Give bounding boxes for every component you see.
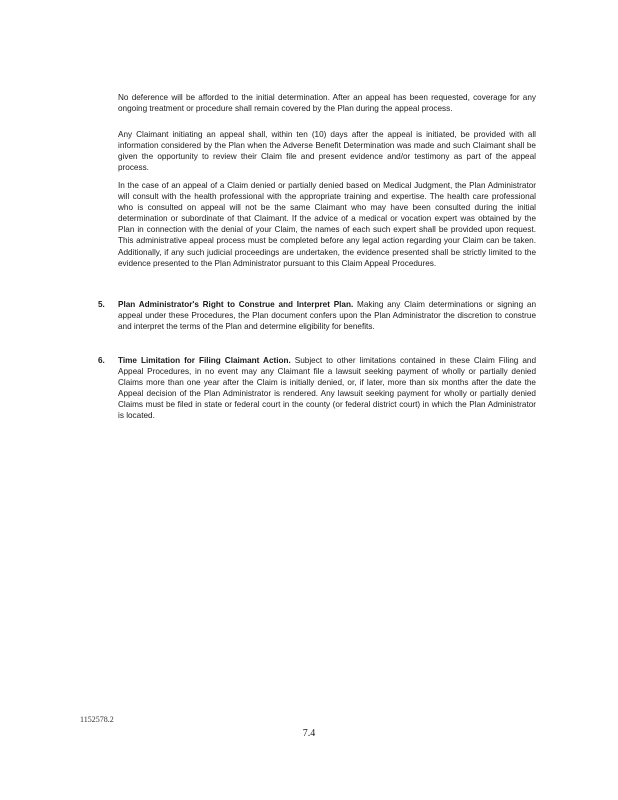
paragraph-medical-judgment: In the case of an appeal of a Claim denied or partially denied based on Medical Judgment, the Plan Administrator will consult with the health professional with the appropriate training and expertise. The health care professional who is consulted on appeal will not be the same Claimant who may have been consulted during the initial determination or subordinate of that Claimant. If the advice of a medical or vocation expert was obtained by the Plan in connection with the denial of your Claim, the names of each such expert shall be provided upon request. This administrative appeal process must be completed before any legal action regarding your Claim can be taken. Additionally, if any such judicial proceedings are undertaken, the evidence presented shall be strictly limited to the evidence presented to the Plan Administrator pursuant to this Claim Appeal Procedures. (118, 181, 536, 268)
item-heading: Plan Administrator's Right to Construe and Interpret Plan. (118, 300, 357, 309)
section-item-6 (98, 355, 536, 422)
item-text: Subject to other limitations contained in these Claim Filing and Appeal Procedures, in no event may any Claimant file a lawsuit seeking payment of wholly or partially denied Claims more than one year after the Claim is initially denied, or, if later, more than six months after the date the Appeal decision of the Plan Administrator is rendered. Any lawsuit seeking payment for wholly or partially denied Claims must be filed in state or federal court in the county (or federal district court) in which the Plan Administrator is located. (118, 356, 536, 421)
item-number: 5. (98, 300, 105, 309)
document-id: 1152578.2 (80, 715, 114, 724)
paragraph-no-deference: No deference will be afforded to the initial determination. After an appeal has been requested, coverage for any ongoing treatment or procedure shall remain covered by the Plan during the appeal process. (118, 93, 536, 114)
item-body (118, 355, 536, 422)
item-number: 6. (98, 356, 105, 365)
item-text: Making any Claim determinations or signing an appeal under these Procedures, the Plan document confers upon the Plan Administrator the discretion to construe and interpret the terms of the Plan and determine eligibility for benefits. (118, 300, 536, 332)
item-heading: Time Limitation for Filing Claimant Action. (118, 356, 295, 365)
paragraph-appeal-information: Any Claimant initiating an appeal shall, within ten (10) days after the appeal is initiated, be provided with all information considered by the Plan when the Adverse Benefit Determination was made and such Claimant shall be given the opportunity to review their Claim file and present evidence and/or testimony as part of the appeal process. (118, 130, 536, 173)
section-item-5 (98, 299, 536, 332)
item-body (118, 299, 536, 332)
page-number: 7.4 (302, 728, 316, 739)
